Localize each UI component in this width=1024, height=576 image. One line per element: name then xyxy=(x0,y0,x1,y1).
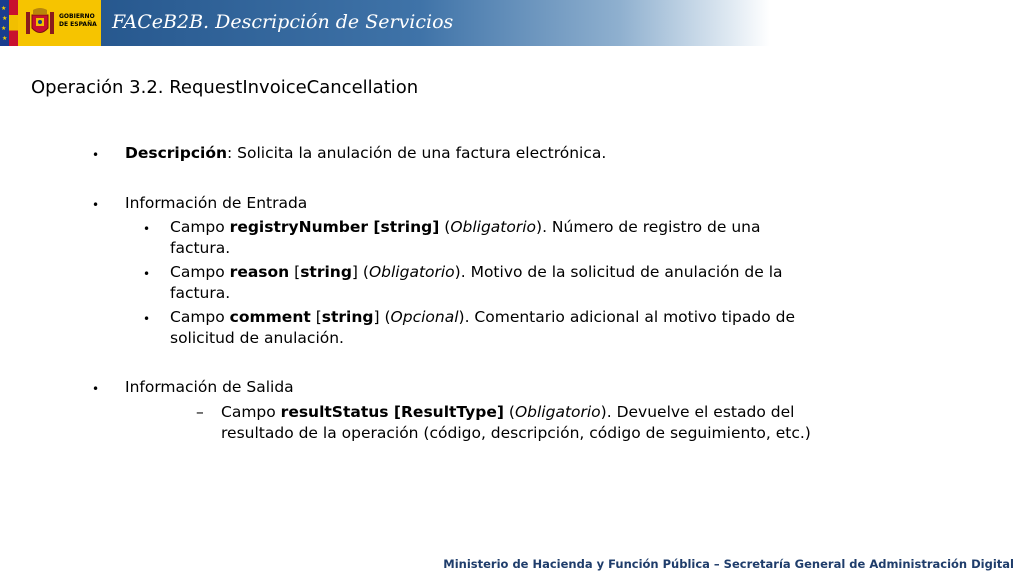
input-info-heading: Información de Entrada xyxy=(125,194,308,212)
input-field-registrynumber-cont: factura. xyxy=(170,239,231,257)
input-field-reason-cont: factura. xyxy=(170,284,231,302)
government-logo xyxy=(0,0,101,46)
header-title: FACeB2B. Descripción de Servicios xyxy=(112,11,454,33)
description-text: : Solicita la anulación de una factura electrónica. xyxy=(227,144,607,162)
bullet-icon: • xyxy=(143,222,151,236)
description-line xyxy=(125,143,606,164)
bullet-icon: • xyxy=(92,382,100,396)
description-label: Descripción xyxy=(125,144,228,162)
bullet-icon: • xyxy=(92,198,100,212)
input-field-reason: Campo reason [string] (Obligatorio). Motivo de la solicitud de anulación de la xyxy=(170,263,783,281)
bullet-icon: • xyxy=(143,267,151,281)
page-title: Operación 3.2. RequestInvoiceCancellation xyxy=(31,77,419,98)
government-logo-text: GOBIERNO DE ESPAÑA xyxy=(59,13,97,28)
input-field-comment-cont: solicitud de anulación. xyxy=(170,329,344,347)
dash-icon: – xyxy=(196,403,204,421)
coat-of-arms-icon xyxy=(24,6,56,40)
input-field-registrynumber: Campo registryNumber [string] (Obligatorio). Número de registro de una xyxy=(170,218,761,236)
input-field-comment: Campo comment [string] (Opcional). Comentario adicional al motivo tipado de xyxy=(170,308,795,326)
output-info-heading: Información de Salida xyxy=(125,378,294,396)
bullet-icon: • xyxy=(143,312,151,326)
bullet-icon: • xyxy=(92,148,100,162)
footer-text: Ministerio de Hacienda y Función Pública – Secretaría General de Administración Digital xyxy=(443,557,1014,571)
output-field-resultstatus-cont: resultado de la operación (código, descripción, código de seguimiento, etc.) xyxy=(221,424,811,442)
eu-flag-stripe: ★ ★ ★ ★ xyxy=(0,0,9,46)
output-field-resultstatus: Campo resultStatus [ResultType] (Obligatorio). Devuelve el estado del xyxy=(221,403,795,421)
